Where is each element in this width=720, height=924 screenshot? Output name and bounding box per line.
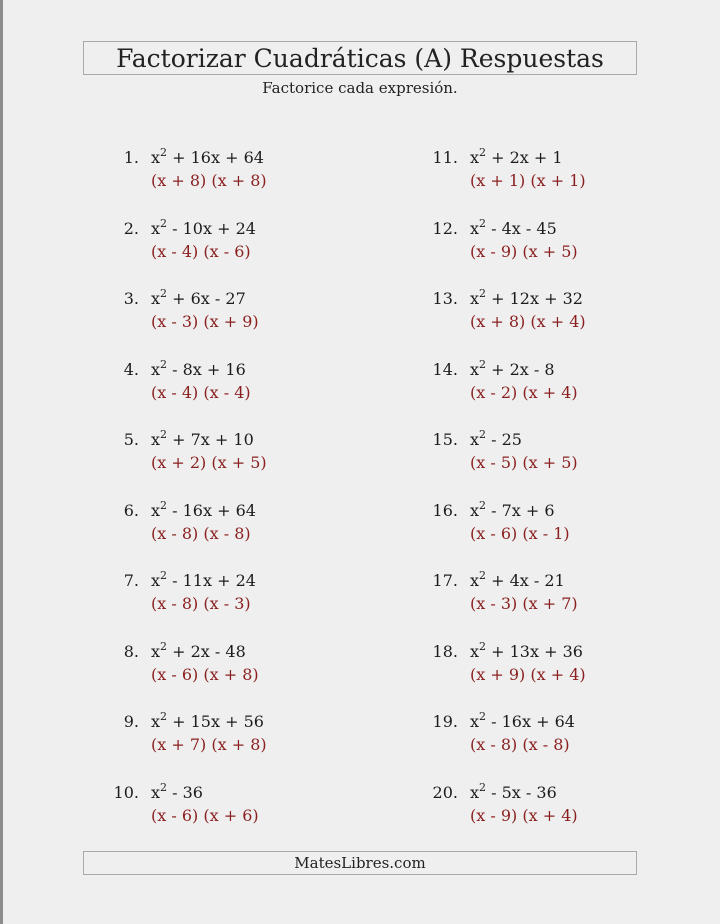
site-footer: MatesLibres.com xyxy=(83,851,637,875)
problem-expression: $x^2 - 5x - 36$ xyxy=(470,780,557,802)
problem-expression: $x^2 - 11x + 24$ xyxy=(151,568,256,590)
problem-answer: (x - 8) (x - 8) xyxy=(151,524,251,543)
problem-expression: $x^2 + 12x + 32$ xyxy=(470,286,583,308)
problem-11 xyxy=(432,145,682,198)
problem-expression: $x^2 - 36$ xyxy=(151,780,203,802)
problem-number: 17. xyxy=(432,571,458,590)
problem-12 xyxy=(432,216,682,269)
problem-expression: $x^2 + 6x - 27$ xyxy=(151,286,246,308)
problem-answer: (x - 4) (x - 4) xyxy=(151,383,251,402)
problem-number: 16. xyxy=(432,501,458,520)
problem-6 xyxy=(113,498,363,551)
problem-answer: (x - 6) (x - 1) xyxy=(470,524,570,543)
problem-16 xyxy=(432,498,682,551)
problem-answer: (x + 8) (x + 8) xyxy=(151,171,267,190)
problem-number: 11. xyxy=(432,148,458,167)
problem-answer: (x - 3) (x + 9) xyxy=(151,312,259,331)
problem-number: 2. xyxy=(123,219,139,238)
problem-answer: (x - 4) (x - 6) xyxy=(151,242,251,261)
problem-answer: (x + 7) (x + 8) xyxy=(151,735,267,754)
problem-number: 1. xyxy=(123,148,139,167)
problem-15 xyxy=(432,427,682,480)
problem-2 xyxy=(113,216,363,269)
problem-answer: (x - 9) (x + 4) xyxy=(470,806,578,825)
problem-answer: (x - 6) (x + 8) xyxy=(151,665,259,684)
problem-number: 6. xyxy=(123,501,139,520)
problem-expression: $x^2 + 15x + 56$ xyxy=(151,709,264,731)
problem-answer: (x - 8) (x - 8) xyxy=(470,735,570,754)
problem-expression: $x^2 - 7x + 6$ xyxy=(470,498,555,520)
problem-number: 8. xyxy=(123,642,139,661)
problem-expression: $x^2 - 16x + 64$ xyxy=(151,498,256,520)
problem-expression: $x^2 + 13x + 36$ xyxy=(470,639,583,661)
problem-number: 19. xyxy=(432,712,458,731)
problem-18 xyxy=(432,639,682,692)
problem-number: 5. xyxy=(123,430,139,449)
problem-number: 7. xyxy=(123,571,139,590)
problem-expression: $x^2 + 4x - 21$ xyxy=(470,568,565,590)
problem-number: 20. xyxy=(432,783,458,802)
problem-4 xyxy=(113,357,363,410)
problem-expression: $x^2 - 16x + 64$ xyxy=(470,709,575,731)
problem-8 xyxy=(113,639,363,692)
problem-answer: (x - 2) (x + 4) xyxy=(470,383,578,402)
problem-10 xyxy=(113,780,363,833)
problem-expression: $x^2 + 16x + 64$ xyxy=(151,145,264,167)
page-edge xyxy=(0,0,3,924)
problem-20 xyxy=(432,780,682,833)
problem-number: 18. xyxy=(432,642,458,661)
problem-number: 10. xyxy=(113,783,139,802)
problem-expression: $x^2 - 8x + 16$ xyxy=(151,357,246,379)
problem-1 xyxy=(113,145,363,198)
problem-answer: (x + 2) (x + 5) xyxy=(151,453,267,472)
problem-number: 14. xyxy=(432,360,458,379)
problem-expression: $x^2 - 25$ xyxy=(470,427,522,449)
problem-14 xyxy=(432,357,682,410)
worksheet-title: Factorizar Cuadráticas (A) Respuestas xyxy=(83,41,637,75)
problem-answer: (x + 1) (x + 1) xyxy=(470,171,586,190)
problem-expression: $x^2 + 2x - 48$ xyxy=(151,639,246,661)
problem-expression: $x^2 + 2x - 8$ xyxy=(470,357,555,379)
problem-17 xyxy=(432,568,682,621)
problem-expression: $x^2 - 10x + 24$ xyxy=(151,216,256,238)
problem-number: 9. xyxy=(123,712,139,731)
problem-7 xyxy=(113,568,363,621)
problem-number: 4. xyxy=(123,360,139,379)
problem-number: 13. xyxy=(432,289,458,308)
problem-5 xyxy=(113,427,363,480)
problem-answer: (x + 9) (x + 4) xyxy=(470,665,586,684)
problem-expression: $x^2 + 2x + 1$ xyxy=(470,145,563,167)
problem-number: 3. xyxy=(123,289,139,308)
problem-expression: $x^2 + 7x + 10$ xyxy=(151,427,254,449)
problem-answer: (x + 8) (x + 4) xyxy=(470,312,586,331)
problem-3 xyxy=(113,286,363,339)
problem-answer: (x - 5) (x + 5) xyxy=(470,453,578,472)
problem-expression: $x^2 - 4x - 45$ xyxy=(470,216,557,238)
problem-number: 12. xyxy=(432,219,458,238)
problem-answer: (x - 3) (x + 7) xyxy=(470,594,578,613)
problem-9 xyxy=(113,709,363,762)
problem-19 xyxy=(432,709,682,762)
problem-answer: (x - 8) (x - 3) xyxy=(151,594,251,613)
problem-answer: (x - 6) (x + 6) xyxy=(151,806,259,825)
problem-answer: (x - 9) (x + 5) xyxy=(470,242,578,261)
problem-13 xyxy=(432,286,682,339)
worksheet-instructions: Factorice cada expresión. xyxy=(262,79,458,97)
problem-number: 15. xyxy=(432,430,458,449)
